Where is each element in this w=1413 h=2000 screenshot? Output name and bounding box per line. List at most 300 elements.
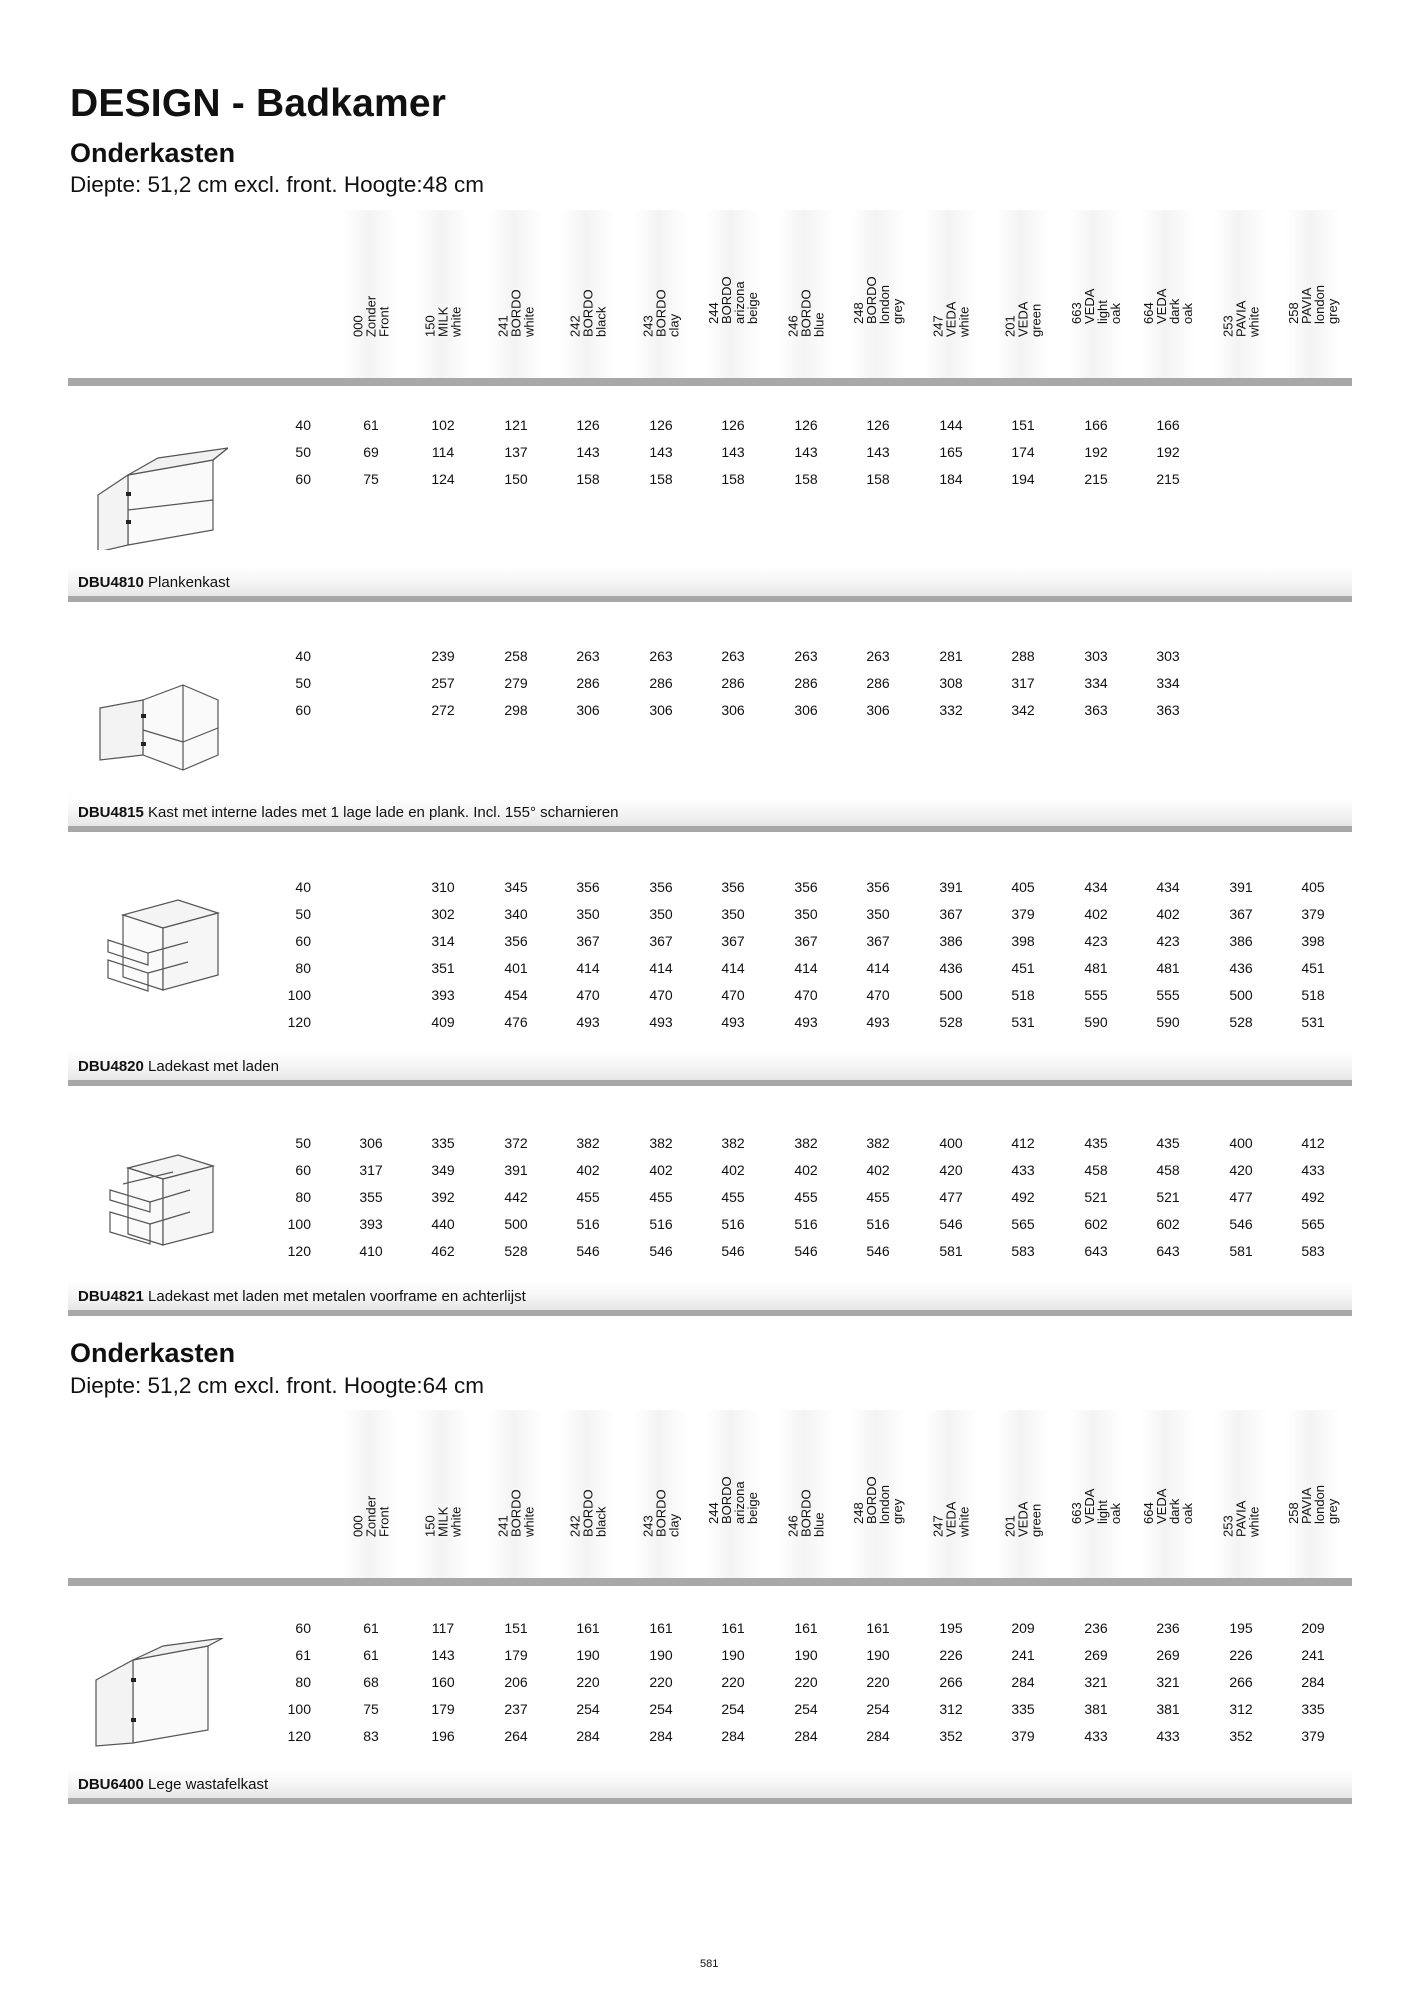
column-header-6 [779,1410,833,1580]
column-header-label: 000 Zonder Front [350,1495,392,1537]
header-divider [68,378,1352,386]
price-cell: 102 [431,417,455,433]
column-header-label: 663 VEDA light oak [1069,289,1123,324]
price-cell: 528 [939,1014,963,1030]
column-header-12 [1214,1410,1268,1580]
column-header-label: 241 BORDO white [495,289,537,337]
price-cell: 302 [431,906,455,922]
price-cell: 565 [1011,1216,1035,1232]
price-cell: 161 [576,1620,600,1636]
product-name: Ladekast met laden met metalen voorframe en achterlijst [148,1288,526,1305]
price-cell: 433 [1011,1162,1035,1178]
price-cell: 493 [721,1014,745,1030]
price-cell: 436 [939,960,963,976]
price-cell: 350 [649,906,673,922]
price-cell: 451 [1301,960,1325,976]
price-cell: 254 [649,1701,673,1717]
price-cell: 284 [1301,1674,1325,1690]
price-cell: 433 [1301,1162,1325,1178]
price-cell: 281 [939,648,963,664]
price-cell: 379 [1011,906,1035,922]
price-cell: 143 [721,444,745,460]
column-header-0 [344,210,398,380]
price-cell: 117 [431,1620,455,1636]
price-cell: 492 [1301,1189,1325,1205]
price-cell: 340 [504,906,528,922]
column-header-label: 244 BORDO arizona beige [706,1476,760,1524]
price-cell: 454 [504,987,528,1003]
price-cell: 166 [1156,417,1180,433]
price-cell: 190 [649,1647,673,1663]
price-cell: 392 [431,1189,455,1205]
price-cell: 458 [1084,1162,1108,1178]
product-label-band [68,1280,1352,1310]
price-cell: 546 [649,1243,673,1259]
price-cell: 379 [1011,1728,1035,1744]
product-label-band [68,1050,1352,1080]
price-cell: 190 [576,1647,600,1663]
column-header-label: 664 VEDA dark oak [1141,289,1195,324]
size-label: 40 [295,648,311,664]
price-cell: 356 [576,879,600,895]
price-cell: 312 [939,1701,963,1717]
column-header-label: 201 VEDA green [1002,1502,1044,1537]
price-cell: 284 [576,1728,600,1744]
price-cell: 269 [1156,1647,1180,1663]
price-cell: 412 [1301,1135,1325,1151]
price-cell: 528 [1229,1014,1253,1030]
price-cell: 335 [1011,1701,1035,1717]
price-cell: 195 [939,1620,963,1636]
drawer-frame-cabinet-icon [88,1150,228,1265]
price-cell: 521 [1084,1189,1108,1205]
price-cell: 398 [1011,933,1035,949]
section-heading: Onderkasten [70,138,236,168]
price-cell: 455 [649,1189,673,1205]
price-cell: 367 [866,933,890,949]
price-cell: 546 [794,1243,818,1259]
price-cell: 583 [1011,1243,1035,1259]
price-cell: 356 [649,879,673,895]
price-cell: 61 [363,1620,379,1636]
price-cell: 126 [866,417,890,433]
price-cell: 435 [1156,1135,1180,1151]
price-cell: 391 [1229,879,1253,895]
price-cell: 440 [431,1216,455,1232]
price-cell: 521 [1156,1189,1180,1205]
price-cell: 518 [1301,987,1325,1003]
price-cell: 352 [939,1728,963,1744]
price-cell: 161 [649,1620,673,1636]
price-cell: 334 [1156,675,1180,691]
size-label: 50 [295,1135,311,1151]
price-cell: 151 [504,1620,528,1636]
price-cell: 321 [1156,1674,1180,1690]
price-cell: 144 [939,417,963,433]
size-label: 100 [287,987,311,1003]
header-divider [68,1578,1352,1586]
price-cell: 158 [649,471,673,487]
price-cell: 165 [939,444,963,460]
product-label-band [68,796,1352,826]
price-cell: 332 [939,702,963,718]
price-cell: 195 [1229,1620,1253,1636]
price-cell: 382 [866,1135,890,1151]
column-header-label: 258 PAVIA london grey [1286,284,1340,324]
price-cell: 391 [939,879,963,895]
price-cell: 476 [504,1014,528,1030]
price-cell: 143 [866,444,890,460]
price-cell: 215 [1084,471,1108,487]
page-title: DESIGN - Badkamer [70,82,447,125]
product-label [78,1288,526,1305]
column-header-6 [779,210,833,380]
column-header-13 [1286,210,1340,380]
drawer-cabinet-icon [88,895,228,1010]
price-cell: 226 [939,1647,963,1663]
price-cell: 350 [866,906,890,922]
column-header-4 [634,210,688,380]
product-code: DBU4820 [78,1058,144,1075]
price-cell: 500 [504,1216,528,1232]
price-cell: 61 [363,1647,379,1663]
size-label: 50 [295,444,311,460]
column-header-10 [1069,210,1123,380]
column-header-label: 243 BORDO clay [640,289,682,337]
price-cell: 402 [649,1162,673,1178]
price-cell: 500 [939,987,963,1003]
column-header-13 [1286,1410,1340,1580]
price-cell: 220 [794,1674,818,1690]
price-cell: 423 [1084,933,1108,949]
column-header-label: 243 BORDO clay [640,1489,682,1537]
column-header-8 [924,1410,978,1580]
price-cell: 414 [576,960,600,976]
column-header-9 [996,210,1050,380]
price-cell: 158 [721,471,745,487]
price-cell: 190 [794,1647,818,1663]
price-cell: 420 [939,1162,963,1178]
price-cell: 470 [866,987,890,1003]
size-label: 120 [287,1243,311,1259]
column-header-label: 150 MILK white [422,306,464,337]
price-cell: 405 [1011,879,1035,895]
price-cell: 236 [1156,1620,1180,1636]
price-cell: 335 [1301,1701,1325,1717]
price-cell: 386 [939,933,963,949]
column-header-label: 248 BORDO london grey [851,276,905,324]
column-header-4 [634,1410,688,1580]
price-cell: 546 [721,1243,745,1259]
price-cell: 356 [721,879,745,895]
price-cell: 196 [431,1728,455,1744]
price-cell: 179 [431,1701,455,1717]
price-cell: 470 [649,987,673,1003]
column-header-3 [561,210,615,380]
size-label: 120 [287,1728,311,1744]
price-cell: 317 [1011,675,1035,691]
product-label-band [68,1768,1352,1798]
price-cell: 382 [576,1135,600,1151]
price-cell: 382 [721,1135,745,1151]
size-label: 80 [295,960,311,976]
price-cell: 493 [866,1014,890,1030]
price-cell: 236 [1084,1620,1108,1636]
price-cell: 410 [359,1243,383,1259]
price-cell: 477 [1229,1189,1253,1205]
price-cell: 442 [504,1189,528,1205]
price-cell: 493 [649,1014,673,1030]
price-cell: 481 [1084,960,1108,976]
size-label: 60 [295,471,311,487]
price-cell: 516 [866,1216,890,1232]
price-cell: 555 [1084,987,1108,1003]
price-cell: 306 [576,702,600,718]
price-cell: 363 [1156,702,1180,718]
price-cell: 351 [431,960,455,976]
price-cell: 158 [576,471,600,487]
column-header-label: 664 VEDA dark oak [1141,1489,1195,1524]
price-cell: 367 [939,906,963,922]
price-cell: 284 [866,1728,890,1744]
product-label [78,804,619,821]
price-cell: 161 [721,1620,745,1636]
column-header-label: 246 BORDO blue [785,289,827,337]
price-cell: 643 [1084,1243,1108,1259]
price-cell: 414 [721,960,745,976]
product-divider [68,826,1352,832]
price-cell: 356 [866,879,890,895]
price-cell: 546 [576,1243,600,1259]
price-cell: 381 [1084,1701,1108,1717]
column-header-label: 201 VEDA green [1002,302,1044,337]
price-cell: 565 [1301,1216,1325,1232]
product-divider [68,1798,1352,1804]
column-header-8 [924,210,978,380]
price-cell: 350 [576,906,600,922]
price-cell: 143 [794,444,818,460]
size-label: 80 [295,1674,311,1690]
size-label: 40 [295,879,311,895]
price-cell: 237 [504,1701,528,1717]
price-cell: 400 [939,1135,963,1151]
price-cell: 455 [794,1189,818,1205]
price-cell: 356 [504,933,528,949]
column-header-label: 244 BORDO arizona beige [706,276,760,324]
price-cell: 220 [649,1674,673,1690]
column-header-label: 246 BORDO blue [785,1489,827,1537]
column-header-label: 663 VEDA light oak [1069,1489,1123,1524]
size-label: 100 [287,1216,311,1232]
price-cell: 306 [866,702,890,718]
price-cell: 264 [504,1728,528,1744]
price-cell: 269 [1084,1647,1108,1663]
price-cell: 284 [1011,1674,1035,1690]
price-cell: 455 [866,1189,890,1205]
price-cell: 160 [431,1674,455,1690]
price-cell: 481 [1156,960,1180,976]
price-cell: 602 [1084,1216,1108,1232]
price-cell: 435 [1084,1135,1108,1151]
price-cell: 143 [431,1647,455,1663]
price-cell: 126 [576,417,600,433]
price-cell: 263 [866,648,890,664]
price-cell: 402 [1156,906,1180,922]
price-cell: 398 [1301,933,1325,949]
price-cell: 286 [794,675,818,691]
price-cell: 393 [431,987,455,1003]
price-cell: 528 [504,1243,528,1259]
size-label: 40 [295,417,311,433]
size-label: 120 [287,1014,311,1030]
price-cell: 414 [649,960,673,976]
section-subtitle: Diepte: 51,2 cm excl. front. Hoogte:64 cm [70,1373,484,1398]
product-code: DBU4821 [78,1288,144,1305]
price-cell: 531 [1301,1014,1325,1030]
column-header-label: 150 MILK white [422,1506,464,1537]
product-label-band [68,566,1352,596]
price-cell: 263 [721,648,745,664]
price-cell: 402 [576,1162,600,1178]
price-cell: 75 [363,1701,379,1717]
price-cell: 500 [1229,987,1253,1003]
price-cell: 643 [1156,1243,1180,1259]
price-cell: 412 [1011,1135,1035,1151]
price-cell: 546 [866,1243,890,1259]
price-cell: 414 [866,960,890,976]
price-cell: 477 [939,1189,963,1205]
price-cell: 345 [504,879,528,895]
price-cell: 209 [1301,1620,1325,1636]
price-cell: 75 [363,471,379,487]
column-header-12 [1214,210,1268,380]
price-cell: 126 [721,417,745,433]
price-cell: 363 [1084,702,1108,718]
product-label [78,1058,279,1075]
column-header-10 [1069,1410,1123,1580]
column-header-7 [851,1410,905,1580]
price-cell: 350 [721,906,745,922]
price-cell: 83 [363,1728,379,1744]
column-header-9 [996,1410,1050,1580]
price-cell: 143 [649,444,673,460]
price-cell: 382 [794,1135,818,1151]
price-cell: 254 [794,1701,818,1717]
column-header-11 [1141,1410,1195,1580]
price-cell: 192 [1084,444,1108,460]
price-cell: 284 [794,1728,818,1744]
price-cell: 402 [794,1162,818,1178]
price-cell: 220 [576,1674,600,1690]
price-cell: 161 [866,1620,890,1636]
price-cell: 150 [504,471,528,487]
column-header-label: 242 BORDO black [567,1489,609,1537]
price-cell: 516 [721,1216,745,1232]
section-subtitle: Diepte: 51,2 cm excl. front. Hoogte:48 cm [70,172,484,197]
price-cell: 352 [1229,1728,1253,1744]
size-label: 100 [287,1701,311,1717]
price-cell: 349 [431,1162,455,1178]
price-cell: 303 [1156,648,1180,664]
price-cell: 335 [431,1135,455,1151]
price-cell: 492 [1011,1189,1035,1205]
size-label: 60 [295,933,311,949]
column-header-11 [1141,210,1195,380]
price-cell: 356 [794,879,818,895]
price-cell: 114 [431,444,455,460]
price-cell: 143 [576,444,600,460]
price-cell: 451 [1011,960,1035,976]
price-cell: 379 [1301,906,1325,922]
price-cell: 263 [794,648,818,664]
price-cell: 462 [431,1243,455,1259]
price-cell: 393 [359,1216,383,1232]
column-header-label: 242 BORDO black [567,289,609,337]
price-cell: 317 [359,1162,383,1178]
product-name: Lege wastafelkast [148,1776,269,1793]
column-header-7 [851,210,905,380]
price-cell: 546 [1229,1216,1253,1232]
price-cell: 126 [794,417,818,433]
price-cell: 258 [504,648,528,664]
price-cell: 367 [649,933,673,949]
size-label: 60 [295,702,311,718]
price-cell: 581 [939,1243,963,1259]
price-cell: 455 [576,1189,600,1205]
price-cell: 583 [1301,1243,1325,1259]
price-cell: 414 [794,960,818,976]
price-cell: 241 [1011,1647,1035,1663]
price-cell: 266 [939,1674,963,1690]
price-cell: 401 [504,960,528,976]
price-cell: 263 [576,648,600,664]
size-label: 50 [295,906,311,922]
washbasin-cabinet-icon [88,1638,228,1753]
price-cell: 220 [721,1674,745,1690]
price-cell: 254 [576,1701,600,1717]
size-label: 60 [295,1620,311,1636]
price-cell: 367 [576,933,600,949]
price-cell: 69 [363,444,379,460]
price-cell: 286 [576,675,600,691]
price-cell: 303 [1084,648,1108,664]
price-cell: 409 [431,1014,455,1030]
price-cell: 516 [576,1216,600,1232]
price-cell: 420 [1229,1162,1253,1178]
price-cell: 455 [721,1189,745,1205]
price-cell: 386 [1229,933,1253,949]
price-cell: 209 [1011,1620,1035,1636]
price-cell: 342 [1011,702,1035,718]
price-cell: 470 [721,987,745,1003]
price-cell: 470 [794,987,818,1003]
price-cell: 158 [866,471,890,487]
product-name: Ladekast met laden [148,1058,279,1075]
product-divider [68,1080,1352,1086]
price-cell: 306 [721,702,745,718]
product-code: DBU4815 [78,804,144,821]
price-cell: 602 [1156,1216,1180,1232]
price-cell: 306 [794,702,818,718]
price-cell: 402 [866,1162,890,1178]
price-cell: 434 [1084,879,1108,895]
price-cell: 166 [1084,417,1108,433]
price-cell: 68 [363,1674,379,1690]
price-cell: 367 [1229,906,1253,922]
price-cell: 546 [939,1216,963,1232]
price-cell: 286 [649,675,673,691]
price-cell: 493 [794,1014,818,1030]
